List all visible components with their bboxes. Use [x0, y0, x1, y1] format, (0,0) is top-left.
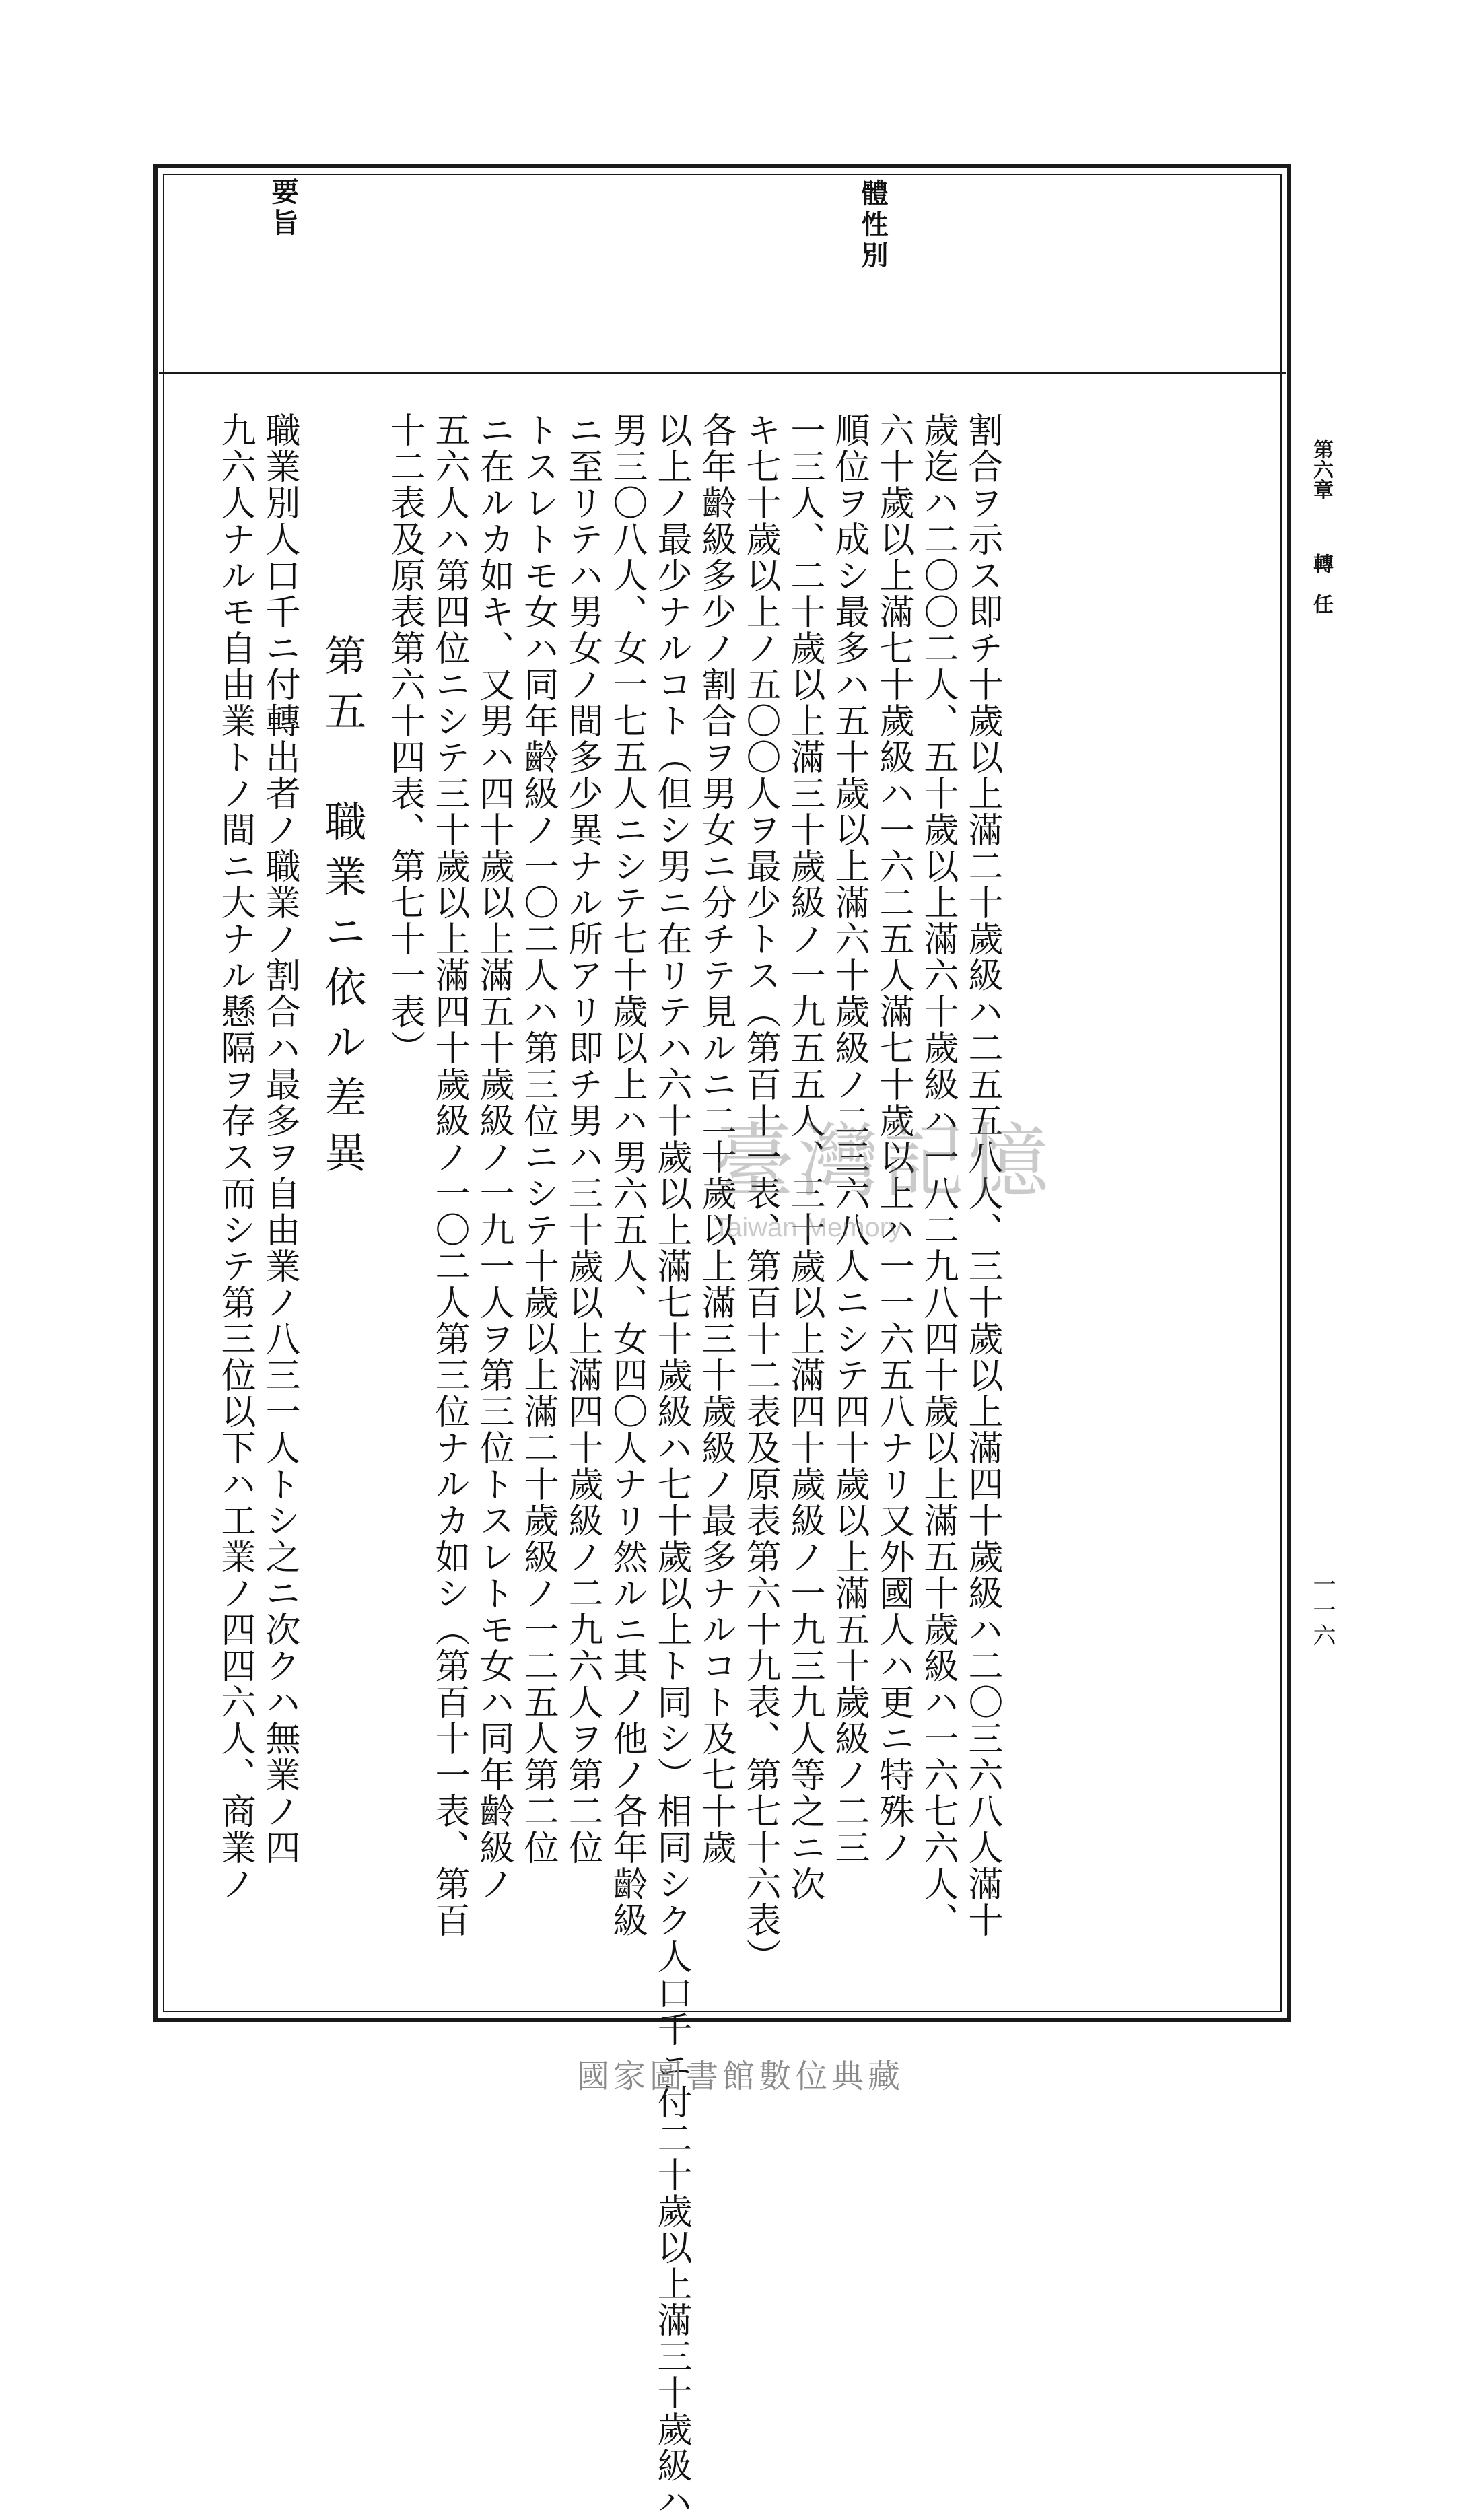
text-column: ニ在ルカ如キ、又男ハ四十歲以上滿五十歲級ノ一九一人ヲ第三位トスレトモ女ハ同年齡級ノ [473, 412, 514, 1902]
text-column: 職業別人口千ニ付轉出者ノ職業ノ割合ハ最多ヲ自由業ノ八三一人トシ之ニ次クハ無業ノ四 [259, 412, 300, 1866]
page-number: 一一六 [1309, 1572, 1336, 1649]
text-column: 歲迄ハ二〇〇二人、五十歲以上滿六十歲級ハ一八二九八四十歲以上滿五十歲級ハ一六七六人、 [918, 412, 958, 1938]
text-column: 六十歲以上滿七十歲級ハ一六二五人滿七十歲以上ハ一一六五八ナリ又外國人ハ更ニ特殊ノ [873, 412, 914, 1866]
watermark-subtitle: Taiwan Memory [714, 1213, 903, 1242]
watermark [714, 1097, 1185, 1242]
side-note-summary: 要旨 [267, 178, 299, 240]
watermark-title: 臺灣記憶 [714, 1115, 1053, 1209]
text-column: 九六人ナルモ自由業トノ間ニ大ナル懸隔ヲ存ス而シテ第三位以下ハ工業ノ四四六人、商業ノ [215, 412, 255, 1902]
footer-credit: 國家圖書館數位典藏 [576, 2058, 904, 2095]
text-column: 一三人、二十歲以上滿三十歲級ノ一九五五人、三十歲以上滿四十歲級ノ一九三九人等之ニ次 [784, 412, 825, 1902]
header-divider [159, 372, 1286, 374]
section-heading: 第五 職業ニ依ル差異 [318, 634, 367, 1186]
running-head-title: 轉 任 [1309, 553, 1333, 614]
text-column: 男三〇八人、女一七五人ニシテ七十歲以上ハ男六五人、女四〇人ナリ然ルニ其ノ他ノ各年齡級 [607, 412, 647, 1938]
running-head-chapter: 第六章 [1309, 439, 1333, 499]
text-column: 順位ヲ成シ最多ハ五十歲以上滿六十歲級ノ二三六八人ニシテ四十歲以上滿五十歲級ノ二三 [829, 412, 869, 1866]
side-note-body-sex: 體性別 [857, 179, 889, 272]
text-column: 各年齡級多少ノ割合ヲ男女ニ分チテ見ルニ二十歲以上滿三十歲級ノ最多ナルコト及七十歲 [695, 412, 736, 1866]
text-column: 以上ノ最少ナルコト（但シ男ニ在リテハ六十歲以上滿七十歲級ハ七十歲以上ト同シ）相同シク人口千ニ付二十歲以上滿三十歲級ハ [651, 412, 691, 2520]
running-head [1306, 439, 1336, 614]
text-column: トスレトモ女ハ同年齡級ノ一〇二人ハ第三位ニシテ十歲以上滿二十歲級ノ一二五人第二位 [518, 412, 558, 1866]
text-column: ニ至リテハ男女ノ間多少異ナル所アリ即チ男ハ三十歲以上滿四十歲級ノ二九六人ヲ第二位 [562, 412, 602, 1866]
text-column: 十二表及原表第六十四表、第七十一表） [384, 412, 425, 1066]
text-column: キ七十歲以上ノ五〇〇人ヲ最少トス（第百十一表、第百十二表及原表第六十九表、第七十六表） [740, 412, 780, 1975]
text-column: 割合ヲ示ス即チ十歲以上滿二十歲級ハ二五五八人、三十歲以上滿四十歲級ハ二〇三六八人滿十 [962, 412, 1002, 1938]
text-column: 五六人ハ第四位ニシテ三十歲以上滿四十歲級ノ一〇二人第三位ナルカ如シ（第百十一表、第百 [429, 412, 469, 1938]
